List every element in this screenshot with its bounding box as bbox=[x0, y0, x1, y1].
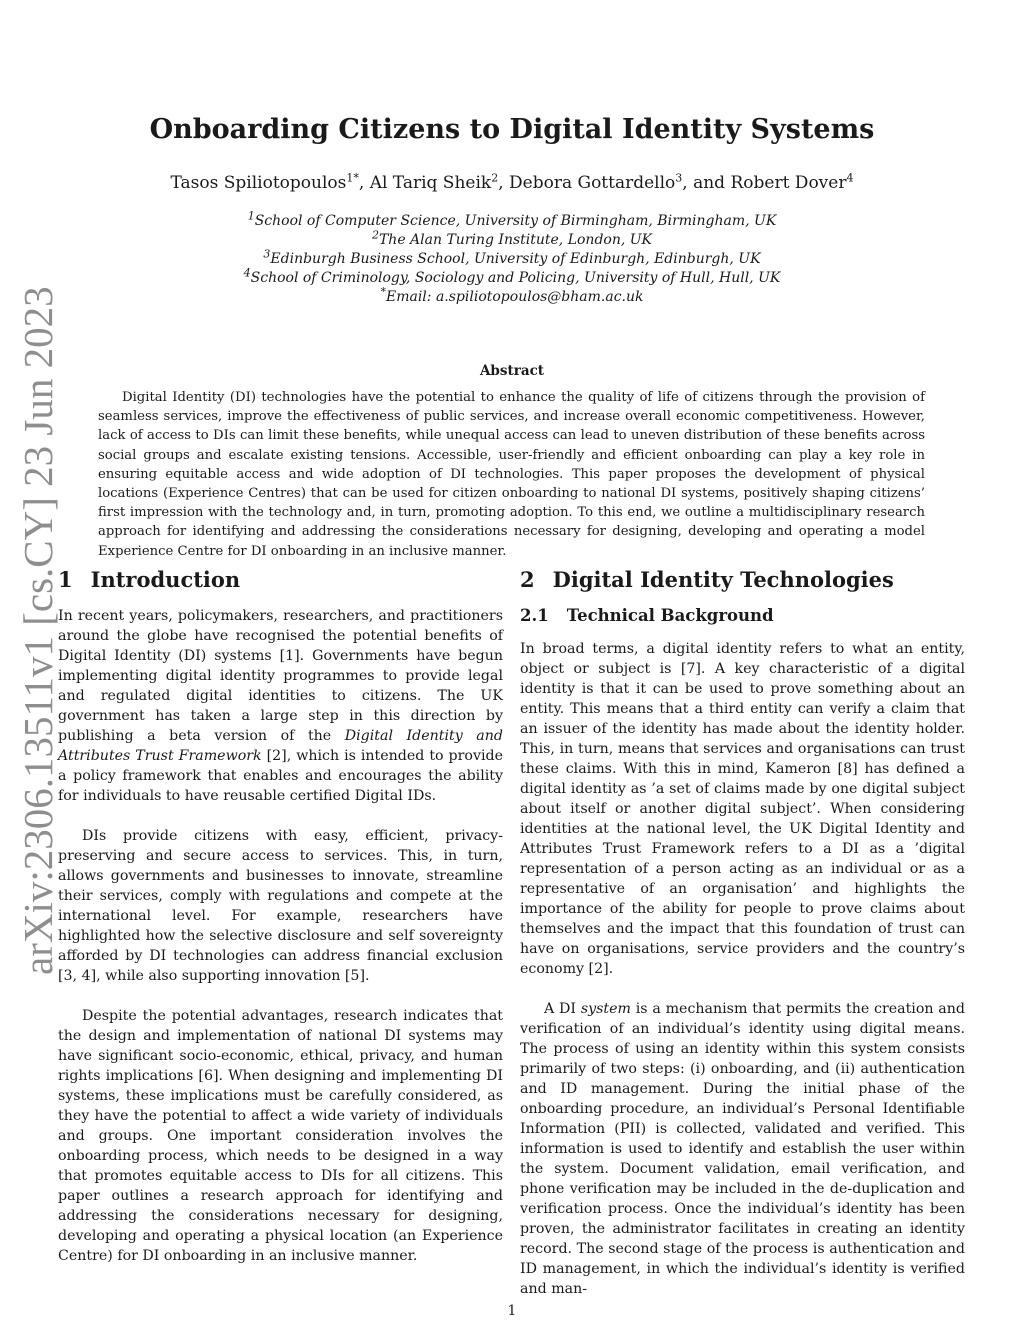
section-title: Digital Identity Technologies bbox=[552, 567, 894, 592]
background-paragraph-1: In broad terms, a digital identity refers to what an entity, object or subject is [7]. A key characteristic of a digital identity is that it can be used to prove something about an entity. This means that a third entity can verify a claim that an issuer of the identity has made about the identity holder. This, in turn, means that services and organisations can trust these claims. With this in mind, Kameron [8] has defined a digital identity as ’a set of claims made by one digital subject about itself or another digital subject’. When considering identities at the national level, the UK Digital Identity and Attributes Trust Framework refers to a DI as a ’digital representation of a person acting as an individual or as a representative of an organisation’ and highlights the importance of the ability for people to prove claims about themselves and the impact that this foundation of trust can have on organisations, service providers and the country’s economy [2]. bbox=[520, 641, 965, 977]
affiliation-list bbox=[0, 209, 1024, 307]
author-name: Robert Dover bbox=[730, 173, 847, 193]
affiliation-text: School of Criminology, Sociology and Policing, University of Hull, Hull, UK bbox=[250, 270, 781, 286]
page-number: 1 bbox=[507, 1303, 517, 1319]
author-name: Debora Gottardello bbox=[509, 173, 676, 193]
paragraph-text: In recent years, policymakers, researchers, and practitioners around the globe have recognised the potential benefits of Digital Identity (DI) systems [1]. Governments have begun implementing digital identity programmes to provide legal and regulated digital identities to citizens. The UK government has taken a large step in this direction by publishing a beta version of the bbox=[58, 608, 503, 744]
author-affiliation-mark: 3 bbox=[675, 171, 683, 185]
subsection-title: Technical Background bbox=[566, 606, 774, 625]
author-affiliation-mark: 1* bbox=[346, 171, 359, 185]
affiliation-mark: 2 bbox=[371, 228, 379, 242]
subsection-number: 2.1 bbox=[520, 606, 549, 625]
affiliation-text: Edinburgh Business School, University of Edinburgh, Edinburgh, UK bbox=[270, 251, 761, 267]
author-separator: , and bbox=[682, 173, 731, 193]
affiliation bbox=[0, 228, 1024, 250]
intro-paragraph-1 bbox=[58, 606, 503, 806]
affiliation-mark: 4 bbox=[243, 266, 251, 280]
affiliation-mark: 1 bbox=[247, 209, 255, 223]
subsection-heading-technical-background bbox=[520, 606, 965, 625]
intro-paragraph-3: Despite the potential advantages, research indicates that the design and implementation of national DI systems may have significant socio-economic, ethical, privacy, and human rights implications [6]. When designing and implementing DI systems, these implications must be carefully considered, as they have the potential to affect a wide variety of individuals and groups. One important consideration involves the onboarding process, which needs to be designed in a way that promotes equitable access to DIs for all citizens. This paper outlines a research approach for identifying and addressing the considerations necessary for designing, developing and operating a physical location (an Experience Centre) for DI onboarding in an inclusive manner. bbox=[58, 1008, 503, 1264]
affiliation bbox=[0, 266, 1024, 288]
paragraph-text: [2], which is intended to provide a policy framework that enables and encourages the ability for individuals to have reusable certified Digital IDs. bbox=[58, 748, 503, 804]
right-column bbox=[520, 567, 965, 1319]
email-text: Email: a.spiliotopoulos@bham.ac.uk bbox=[385, 289, 644, 305]
section-heading-digital-identity-technologies bbox=[520, 567, 965, 592]
section-heading-introduction bbox=[58, 567, 503, 592]
abstract-text: Digital Identity (DI) technologies have the potential to enhance the quality of life of citizens through the provision of seamless services, improve the effectiveness of public services, and increase overall economic competitiveness. However, lack of access to DIs can limit these benefits, while unequal access can lead to uneven distribution of these benefits across social groups and escalate existing tensions. Accessible, user-friendly and efficient onboarding can play a key role in ensuring equitable access and wide adoption of DI technologies. This paper proposes the development of physical locations (Experience Centres) that can be used for citizen onboarding to national DI systems, positively shaping citizens’ first impression with the technology and, in turn, promoting adoption. To this end, we outline a multidisciplinary research approach for identifying and addressing the considerations necessary for designing, developing and operating a model Experience Centre for DI onboarding in an inclusive manner. bbox=[98, 390, 925, 559]
arxiv-stamp: arXiv:2306.13511v1 [cs.CY] 23 Jun 2023 bbox=[15, 286, 61, 975]
framework-title: Digital Identity and Attributes Trust Framework bbox=[58, 728, 503, 764]
affiliation bbox=[0, 247, 1024, 269]
author-separator: , bbox=[498, 173, 510, 193]
left-column bbox=[58, 567, 503, 1286]
author-affiliation-mark: 2 bbox=[491, 171, 499, 185]
author-name: Tasos Spiliotopoulos bbox=[170, 173, 347, 193]
author-separator: , bbox=[358, 173, 370, 193]
affiliation-mark: * bbox=[380, 285, 386, 299]
section-title: Introduction bbox=[90, 567, 241, 592]
affiliation-text: School of Computer Science, University of Birmingham, Birmingham, UK bbox=[254, 213, 777, 229]
author-list bbox=[0, 173, 1024, 193]
paper-title: Onboarding Citizens to Digital Identity Systems bbox=[149, 114, 875, 145]
intro-paragraph-2: DIs provide citizens with easy, efficient, privacy-preserving and secure access to services. This, in turn, allows governments and businesses to innovate, streamline their services, comply with regulations and compete at the international level. For example, researchers have highlighted how the selective disclosure and self sovereignty afforded by DI technologies can address financial exclusion [3, 4], while also supporting innovation [5]. bbox=[58, 828, 503, 984]
section-number: 1 bbox=[58, 567, 73, 592]
section-number: 2 bbox=[520, 567, 535, 592]
affiliation-mark: 3 bbox=[263, 247, 271, 261]
abstract-heading: Abstract bbox=[479, 363, 545, 379]
paragraph-text: is a mechanism that permits the creation and verification of an individual’s identity using digital means. The process of using an identity within this system consists primarily of two steps: (i) onboarding, and (ii) authentication and ID management. During the initial phase of the onboarding procedure, an individual’s Personal Identifiable Information (PII) is collected, validated and verified. This information is used to identify and establish the user within the system. Document validation, email verification, and phone verification may be included in the de-duplication and verification process. Once the individual’s identity has been proven, the administrator facilitates in creating an identity record. The second stage of the process is authentication and ID management, in which the individual’s identity is verified and man- bbox=[520, 1001, 965, 1297]
author-name: Al Tariq Sheik bbox=[369, 173, 492, 193]
contact-email bbox=[0, 285, 1024, 307]
affiliation bbox=[0, 209, 1024, 231]
background-paragraph-2 bbox=[520, 999, 965, 1299]
author-affiliation-mark: 4 bbox=[846, 171, 854, 185]
affiliation-text: The Alan Turing Institute, London, UK bbox=[378, 232, 653, 248]
emphasis-term: system bbox=[580, 1001, 631, 1017]
paragraph-text: A DI bbox=[544, 1001, 581, 1017]
